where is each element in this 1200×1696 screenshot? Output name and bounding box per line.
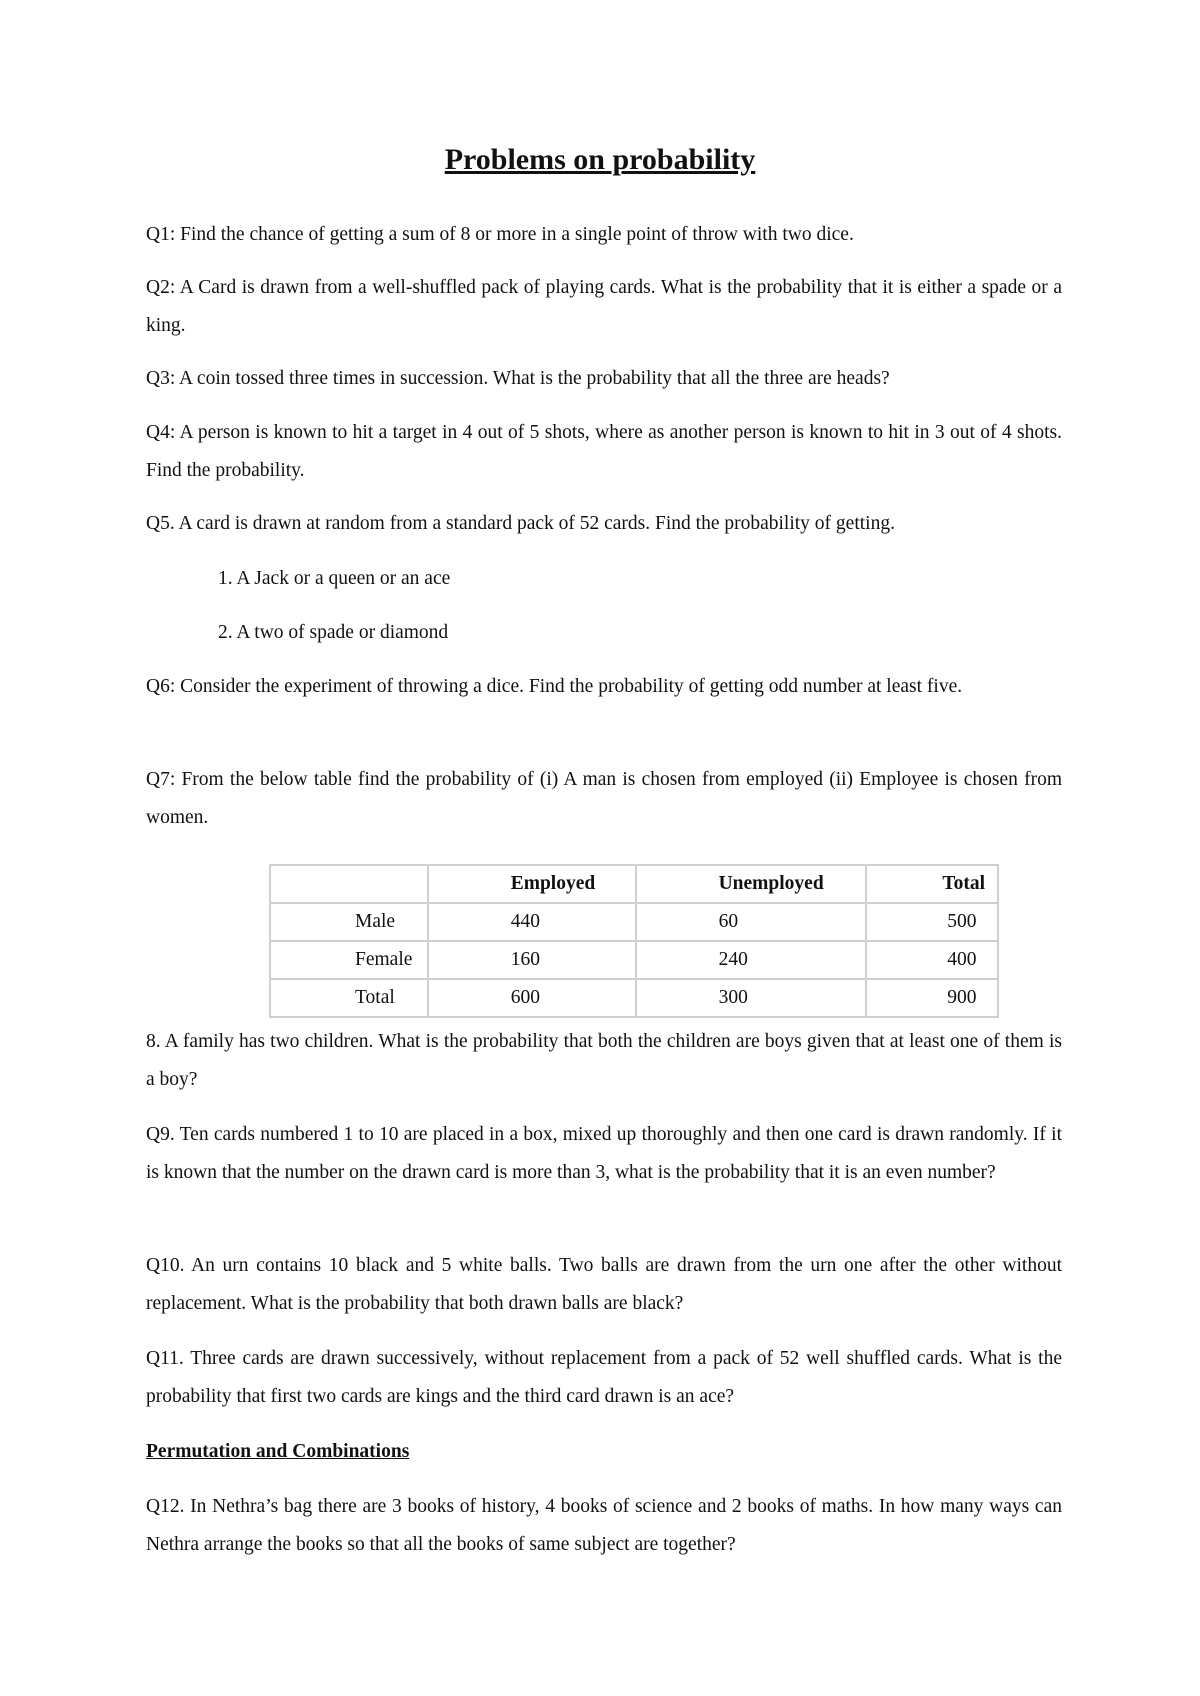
question-9: Q9. Ten cards numbered 1 to 10 are placed in a box, mixed up thoroughly and then one card is drawn randomly. If it is known that the number on the drawn card is more than 3, what is the probability that it is an even number? [146, 1124, 1062, 1183]
table-row [270, 979, 998, 1017]
table-cell: Female [270, 941, 428, 979]
section-heading: Permutation and Combinations [146, 1441, 410, 1462]
table-cell: 900 [866, 979, 998, 1017]
table-cell: 160 [428, 941, 636, 979]
table-cell: Total [270, 979, 428, 1017]
table-cell: 240 [636, 941, 867, 979]
table-row [270, 941, 998, 979]
question-10: Q10. An urn contains 10 black and 5 white balls. Two balls are drawn from the urn one after the other without replacement. What is the probability that both drawn balls are black? [146, 1255, 1062, 1314]
table-cell: 440 [428, 903, 636, 941]
question-5: Q5. A card is drawn at random from a standard pack of 52 cards. Find the probability of getting. [146, 513, 895, 534]
employment-table [269, 864, 999, 1018]
table-header-cell: Unemployed [636, 865, 867, 903]
table-cell: 60 [636, 903, 867, 941]
question-6: Q6: Consider the experiment of throwing a dice. Find the probability of getting odd number at least five. [146, 676, 963, 697]
question-2: Q2: A Card is drawn from a well-shuffled pack of playing cards. What is the probability that it is either a spade or a king. [146, 277, 1062, 336]
table-cell: 600 [428, 979, 636, 1017]
table-header-row [270, 865, 998, 903]
table-cell: Male [270, 903, 428, 941]
question-11: Q11. Three cards are drawn successively, without replacement from a pack of 52 well shuffled cards. What is the probability that first two cards are kings and the third card drawn is an ace? [146, 1348, 1062, 1407]
table-cell: 500 [866, 903, 998, 941]
table-cell: 300 [636, 979, 867, 1017]
page-title: Problems on probability [444, 143, 756, 176]
question-5-item-2: 2. A two of spade or diamond [218, 622, 449, 643]
question-8: 8. A family has two children. What is the probability that both the children are boys given that at least one of them is a boy? [146, 1031, 1062, 1090]
table-row [270, 903, 998, 941]
question-4: Q4: A person is known to hit a target in 4 out of 5 shots, where as another person is known to hit in 3 out of 4 shots. Find the probability. [146, 422, 1062, 481]
table-header-cell: Total [866, 865, 998, 903]
table-header-cell: Employed [428, 865, 636, 903]
question-5-item-1: 1. A Jack or a queen or an ace [218, 568, 451, 589]
question-1: Q1: Find the chance of getting a sum of 8 or more in a single point of throw with two dice. [146, 224, 854, 245]
table-cell: 400 [866, 941, 998, 979]
table-header-cell [270, 865, 428, 903]
question-3: Q3: A coin tossed three times in succession. What is the probability that all the three are heads? [146, 368, 890, 389]
question-7: Q7: From the below table find the probability of (i) A man is chosen from employed (ii) Employee is chosen from women. [146, 769, 1062, 828]
question-12: Q12. In Nethra’s bag there are 3 books of history, 4 books of science and 2 books of maths. In how many ways can Nethra arrange the books so that all the books of same subject are together? [146, 1496, 1062, 1555]
